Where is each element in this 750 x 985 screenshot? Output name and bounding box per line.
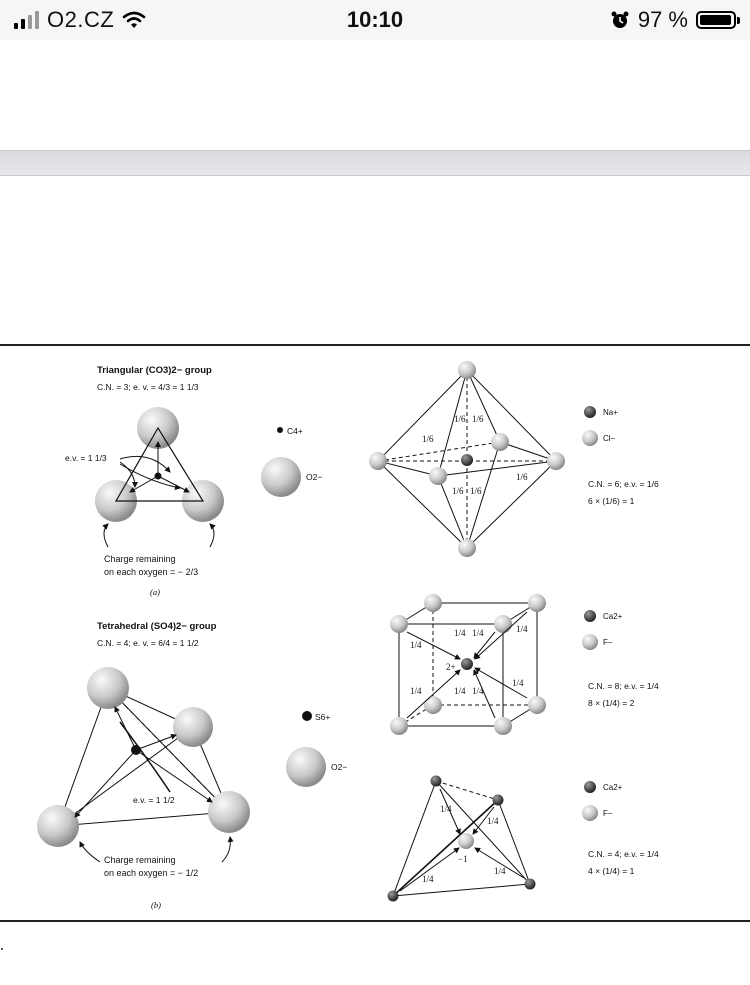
chloride-ion	[458, 361, 476, 379]
octahedron-fraction: 1/6	[422, 434, 434, 444]
panel-b-ev: e.v. = 1 1/2	[133, 795, 175, 805]
panel-b-title: Tetrahedral (SO4)2− group	[97, 621, 217, 632]
chloride-ion	[369, 452, 387, 470]
tetra-legend-anion: F−	[603, 809, 613, 818]
calcium-ion	[461, 658, 473, 670]
battery-percent: 97 %	[637, 7, 688, 32]
octahedron-fraction: 1/6	[516, 472, 528, 482]
carrier-name: O2.CZ	[47, 7, 115, 32]
cube-sum: 8 × (1/4) = 2	[588, 698, 635, 708]
oxygen-atom	[173, 707, 213, 747]
panel-a-charge-1: Charge remaining	[104, 554, 176, 564]
panel-b	[37, 621, 347, 910]
panel-b-caption: (b)	[151, 900, 161, 910]
panel-b-charge-2: on each oxygen = − 1/2	[104, 868, 199, 878]
cube-diagram	[390, 594, 659, 735]
tetra-sum: 4 × (1/4) = 1	[588, 866, 635, 876]
calcium-ion	[525, 879, 536, 890]
octahedron-sum: 6 × (1/6) = 1	[588, 496, 635, 506]
fluoride-ion	[390, 615, 408, 633]
stray-mark	[1, 948, 3, 950]
cube-fraction: 1/4	[410, 686, 422, 696]
fluoride-ion	[494, 717, 512, 735]
sodium-ion	[461, 454, 473, 466]
cube-fraction: 1/4	[472, 628, 484, 638]
fluoride-ion	[424, 696, 442, 714]
octahedron-fraction: 1/6	[472, 414, 484, 424]
sodium-legend-ball	[584, 406, 596, 418]
cube-fraction: 1/4	[512, 678, 524, 688]
panel-a-cn: C.N. = 3; e. v. = 4/3 = 1 1/3	[97, 382, 199, 392]
octahedron-diagram	[369, 361, 659, 557]
calcium-ion	[493, 795, 504, 806]
sulfur-atom	[131, 745, 141, 755]
cube-cn: C.N. = 8; e.v. = 1/4	[588, 681, 659, 691]
figure-svg	[0, 346, 750, 924]
cube-fraction: 1/4	[472, 686, 484, 696]
chloride-ion	[458, 539, 476, 557]
carbon-atom	[155, 473, 162, 480]
fluoride-ion	[424, 594, 442, 612]
alarm-icon	[610, 10, 630, 30]
tetra-fraction: 1/4	[494, 866, 506, 876]
cube-fraction: 1/4	[454, 628, 466, 638]
octahedron-fraction: 1/6	[454, 414, 466, 424]
cube-fraction: 1/4	[516, 624, 528, 634]
panel-a-title: Triangular (CO3)2− group	[97, 365, 212, 376]
octahedron-legend-anion: Cl−	[603, 434, 616, 443]
cube-center-label: 2+	[446, 662, 456, 672]
chloride-ion	[547, 452, 565, 470]
panel-b-charge-1: Charge remaining	[104, 855, 176, 865]
cube-legend-cation: Ca2+	[603, 612, 623, 621]
sulfur-legend-dot	[302, 711, 312, 721]
calcium-ion	[431, 776, 442, 787]
tetra-fraction: 1/4	[422, 874, 434, 884]
chloride-legend-ball	[582, 430, 598, 446]
oxygen-legend-ball	[261, 457, 301, 497]
octahedron-legend-cation: Na+	[603, 408, 618, 417]
oxygen-atom	[87, 667, 129, 709]
octahedron-fraction: 1/6	[452, 486, 464, 496]
chloride-ion	[491, 433, 509, 451]
fluoride-ion	[494, 615, 512, 633]
tetra-cn: C.N. = 4; e.v. = 1/4	[588, 849, 659, 859]
octahedron-cn: C.N. = 6; e.v. = 1/6	[588, 479, 659, 489]
status-time: 10:10	[346, 7, 404, 32]
panel-a-legend-cation: C4+	[287, 426, 303, 436]
panel-a-charge-2: on each oxygen = − 2/3	[104, 567, 199, 577]
chloride-ion	[429, 467, 447, 485]
octahedron-fraction: 1/6	[470, 486, 482, 496]
fluoride-legend-ball	[582, 805, 598, 821]
fluoride-legend-ball	[582, 634, 598, 650]
figure-image	[0, 344, 750, 922]
panel-a-caption: (a)	[150, 587, 160, 597]
cube-fraction: 1/4	[454, 686, 466, 696]
cube-fraction: 1/4	[410, 640, 422, 650]
tetrahedron-diagram	[388, 776, 659, 902]
status-right	[610, 7, 736, 33]
oxygen-legend-ball	[286, 747, 326, 787]
tetra-fraction: 1/4	[487, 816, 499, 826]
panel-a-legend-anion: O2−	[306, 472, 323, 482]
panel-b-legend-anion: O2−	[331, 762, 348, 772]
panel-a	[65, 365, 322, 597]
calcium-legend-ball	[584, 781, 596, 793]
carbon-legend-dot	[277, 427, 283, 433]
cube-legend-anion: F−	[603, 638, 613, 647]
tetra-legend-cation: Ca2+	[603, 783, 623, 792]
toolbar-strip	[0, 150, 750, 176]
battery-icon	[696, 11, 736, 29]
panel-b-cn: C.N. = 4; e. v. = 6/4 = 1 1/2	[97, 638, 199, 648]
fluoride-ion	[528, 696, 546, 714]
fluoride-ion	[528, 594, 546, 612]
oxygen-atom	[208, 791, 250, 833]
fluoride-ion	[390, 717, 408, 735]
panel-a-ev: e.v. = 1 1/3	[65, 453, 107, 463]
fluoride-ion	[458, 833, 474, 849]
oxygen-atom	[37, 805, 79, 847]
calcium-ion	[388, 891, 399, 902]
status-bar	[0, 0, 750, 40]
panel-b-legend-cation: S6+	[315, 712, 331, 722]
tetra-fraction: 1/4	[440, 804, 452, 814]
calcium-legend-ball	[584, 610, 596, 622]
tetra-center-label: −1	[458, 854, 468, 864]
